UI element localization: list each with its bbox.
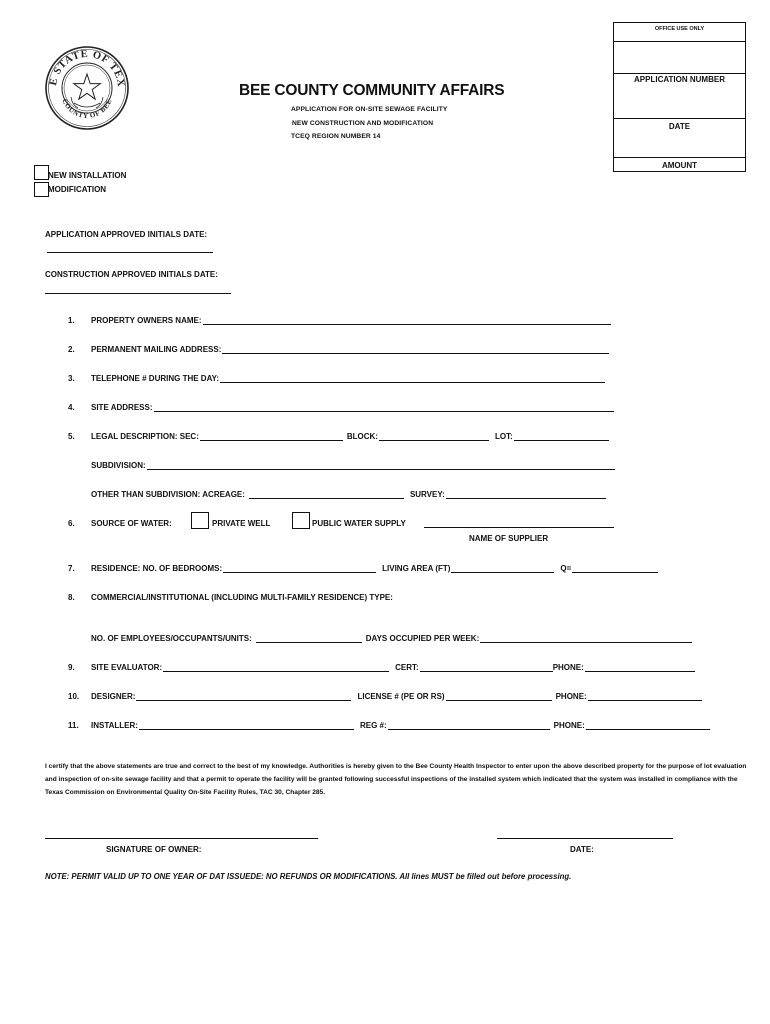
survey-input[interactable] — [446, 498, 606, 499]
commercial-label: COMMERCIAL/INSTITUTIONAL (INCLUDING MULTI-FAMILY RESIDENCE) TYPE: — [91, 593, 393, 602]
q-label: Q= — [560, 564, 572, 573]
subtitle-3: TCEQ REGION NUMBER 14 — [291, 133, 381, 140]
field-number: 8. — [68, 593, 75, 602]
new-installation-checkbox[interactable] — [34, 165, 49, 180]
construction-approved-label: CONSTRUCTION APPROVED INITIALS DATE: — [45, 270, 218, 279]
legal-description-label: LEGAL DESCRIPTION: SEC: — [91, 432, 199, 441]
bedrooms-input[interactable] — [223, 572, 376, 573]
svg-text:COUNTY OF BEE: COUNTY OF BEE — [60, 97, 114, 121]
certification-text: I certify that the above statements are true and correct to the best of my knowledge. Authorities is hereby given to the Bee County Health Inspector to enter upon the above described property for the purpose of lot evaluation and inspection of on-site sewage facility and that a permit to operate the facility will be granted following successful inspections of the installed system which indicated that the system was installed in compliance with the Texas Commission on Environmental Quality On-Site Facility Rules, TAC 30, Chapter 285. — [45, 763, 747, 796]
reg-input[interactable] — [388, 729, 550, 730]
installer-input[interactable] — [139, 729, 354, 730]
office-use-title: OFFICE USE ONLY — [654, 26, 705, 32]
signature-date-line[interactable] — [497, 838, 673, 839]
survey-label: SURVEY: — [409, 490, 445, 499]
site-address-label: SITE ADDRESS: — [91, 403, 153, 412]
application-approved-label: APPLICATION APPROVED INITIALS DATE: — [45, 230, 208, 239]
license-label: LICENSE # (PE OR RS) — [357, 692, 445, 701]
block-label: BLOCK: — [346, 432, 378, 441]
phone-label: PHONE: — [553, 721, 585, 730]
mailing-address-input[interactable] — [222, 353, 609, 354]
owner-signature-line[interactable] — [45, 838, 318, 839]
construction-approved-line[interactable] — [45, 293, 231, 294]
lot-input[interactable] — [514, 440, 609, 441]
private-well-label: PRIVATE WELL — [212, 519, 271, 528]
cert-label: CERT: — [395, 663, 419, 672]
subtitle-2: NEW CONSTRUCTION AND MODIFICATION — [292, 120, 434, 127]
subdivision-label: SUBDIVISION: — [91, 461, 146, 470]
county-seal — [44, 45, 130, 131]
field-number: 7. — [68, 564, 75, 573]
block-input[interactable] — [379, 440, 489, 441]
living-area-label: LIVING AREA (FT) — [382, 564, 451, 573]
days-occupied-label: DAYS OCCUPIED PER WEEK: — [365, 634, 480, 643]
application-approved-line[interactable] — [47, 252, 213, 253]
signature-date-label: DATE: — [570, 845, 594, 854]
name-of-supplier-label: NAME OF SUPPLIER — [469, 534, 549, 543]
field-number: 4. — [68, 403, 75, 412]
private-well-checkbox[interactable] — [191, 512, 209, 529]
reg-label: REG #: — [359, 721, 387, 730]
public-water-checkbox[interactable] — [292, 512, 310, 529]
lot-label: LOT: — [494, 432, 513, 441]
site-address-input[interactable] — [154, 411, 614, 412]
mailing-address-label: PERMANENT MAILING ADDRESS: — [91, 345, 222, 354]
phone-input[interactable] — [588, 700, 702, 701]
subtitle-1: APPLICATION FOR ON-SITE SEWAGE FACILITY — [291, 106, 448, 113]
telephone-label: TELEPHONE # DURING THE DAY: — [91, 374, 220, 383]
phone-label: PHONE: — [555, 692, 587, 701]
phone-input[interactable] — [585, 671, 695, 672]
acreage-label: OTHER THAN SUBDIVISION: ACREAGE: — [91, 490, 245, 499]
modification-label: MODIFICATION — [48, 185, 107, 194]
employees-input[interactable] — [256, 642, 362, 643]
signature-of-owner-label: SIGNATURE OF OWNER: — [106, 845, 202, 854]
field-number: 6. — [68, 519, 75, 528]
designer-input[interactable] — [136, 700, 351, 701]
site-evaluator-input[interactable] — [163, 671, 389, 672]
field-number: 9. — [68, 663, 75, 672]
subdivision-input[interactable] — [147, 469, 615, 470]
property-owners-input[interactable] — [203, 324, 611, 325]
phone-label: PHONE: — [552, 663, 584, 672]
application-number-label: APPLICATION NUMBER — [634, 75, 725, 84]
source-of-water-label: SOURCE OF WATER: — [91, 519, 172, 528]
field-number: 3. — [68, 374, 75, 383]
sec-input[interactable] — [200, 440, 343, 441]
designer-label: DESIGNER: — [91, 692, 136, 701]
employees-label: NO. OF EMPLOYEES/OCCUPANTS/UNITS: — [91, 634, 252, 643]
supplier-input[interactable] — [424, 527, 614, 528]
cert-input[interactable] — [420, 671, 553, 672]
telephone-input[interactable] — [220, 382, 605, 383]
office-use-box — [613, 22, 746, 172]
days-occupied-input[interactable] — [480, 642, 692, 643]
field-number: 2. — [68, 345, 75, 354]
public-water-label: PUBLIC WATER SUPPLY — [312, 519, 406, 528]
permit-note: NOTE: PERMIT VALID UP TO ONE YEAR OF DAT ISSUEDE: NO REFUNDS OR MODIFICATIONS. All lines MUST be filled out before processing. — [45, 872, 572, 881]
q-input[interactable] — [572, 572, 658, 573]
new-installation-label: NEW INSTALLATION — [48, 171, 127, 180]
installer-label: INSTALLER: — [91, 721, 138, 730]
bedrooms-label: RESIDENCE: NO. OF BEDROOMS: — [91, 564, 223, 573]
amount-label: AMOUNT — [661, 161, 698, 170]
field-number: 5. — [68, 432, 75, 441]
property-owners-label: PROPERTY OWNERS NAME: — [91, 316, 202, 325]
field-number: 1. — [68, 316, 75, 325]
date-label: DATE — [668, 122, 691, 131]
acreage-input[interactable] — [249, 498, 404, 499]
svg-text:THE STATE OF TEXAS: E STATE OF TEX — [47, 48, 127, 89]
phone-input[interactable] — [586, 729, 710, 730]
page-title: BEE COUNTY COMMUNITY AFFAIRS — [239, 82, 505, 99]
license-input[interactable] — [446, 700, 552, 701]
field-number: 11. — [68, 721, 79, 730]
site-evaluator-label: SITE EVALUATOR: — [91, 663, 163, 672]
field-number: 10. — [68, 692, 80, 701]
living-area-input[interactable] — [451, 572, 554, 573]
modification-checkbox[interactable] — [34, 182, 49, 197]
